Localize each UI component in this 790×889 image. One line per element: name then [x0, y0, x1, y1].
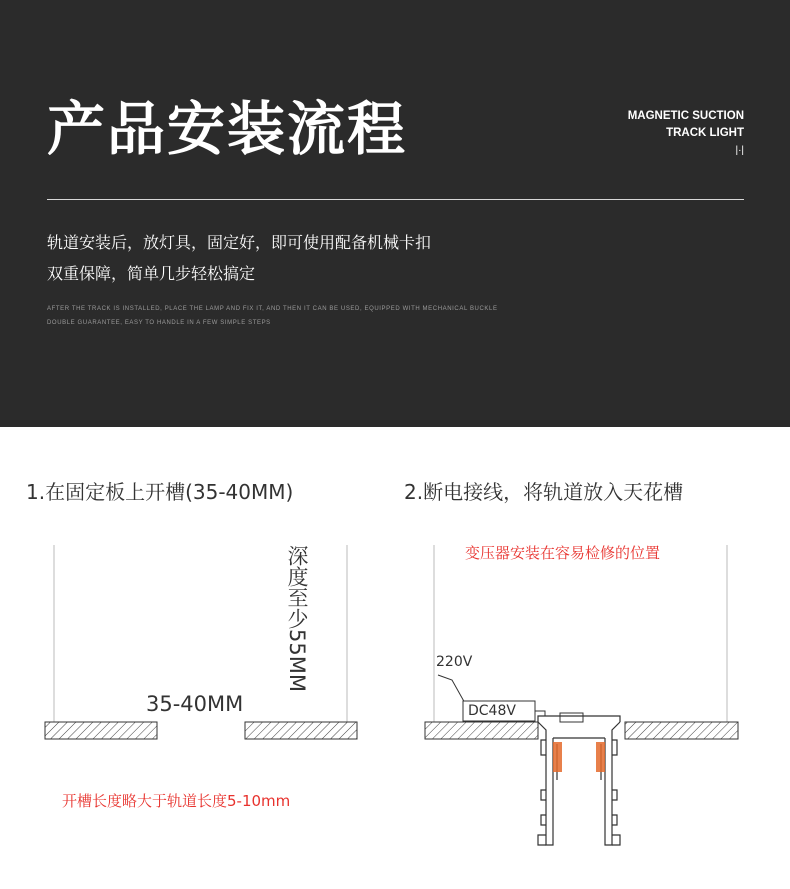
- input-cable: [438, 675, 466, 705]
- conductor-strip-left: [553, 742, 562, 772]
- conductor-strip-right: [596, 742, 605, 772]
- groove-width-label: 35-40MM: [146, 692, 244, 716]
- output-cable: [535, 711, 560, 716]
- input-voltage-label: 220V: [436, 654, 473, 670]
- output-voltage-label: DC48V: [468, 703, 516, 719]
- ceiling-board-right-2: [625, 722, 738, 739]
- brand-line-2: TRACK LIGHT: [666, 127, 744, 139]
- ceiling-board-left: [45, 722, 157, 739]
- track-connector: [560, 713, 583, 722]
- step-2-diagram: [425, 545, 738, 845]
- step-1-title: 1.在固定板上开槽(35-40MM): [26, 480, 294, 504]
- step-2-title: 2.断电接线，将轨道放入天花槽: [404, 480, 684, 504]
- step-1-note: 开槽长度略大于轨道长度5-10mm: [62, 792, 291, 810]
- track-profile: [538, 716, 620, 845]
- description-cn-line-2: 双重保障，简单几步轻松搞定: [47, 264, 256, 283]
- description-en-line-1: AFTER THE TRACK IS INSTALLED, PLACE THE LAMP AND FIX IT, AND THEN IT CAN BE USED, EQUIPPED WITH MECHANICAL BUCKLE: [47, 306, 498, 312]
- brand-mark: |·|: [735, 145, 744, 156]
- ceiling-board-right: [245, 722, 357, 739]
- page-title: 产品安装流程: [47, 95, 408, 163]
- description-en-line-2: DOUBLE GUARANTEE, EASY TO HANDLE IN A FEW SIMPLE STEPS: [47, 320, 271, 326]
- brand-line-1: MAGNETIC SUCTION: [627, 110, 744, 122]
- step-2-note: 变压器安装在容易检修的位置: [465, 544, 661, 562]
- description-cn-line-1: 轨道安装后，放灯具，固定好，即可使用配备机械卡扣: [47, 233, 432, 252]
- ceiling-board-left-2: [425, 722, 538, 739]
- groove-depth-label: 深度至少55MM: [285, 545, 309, 692]
